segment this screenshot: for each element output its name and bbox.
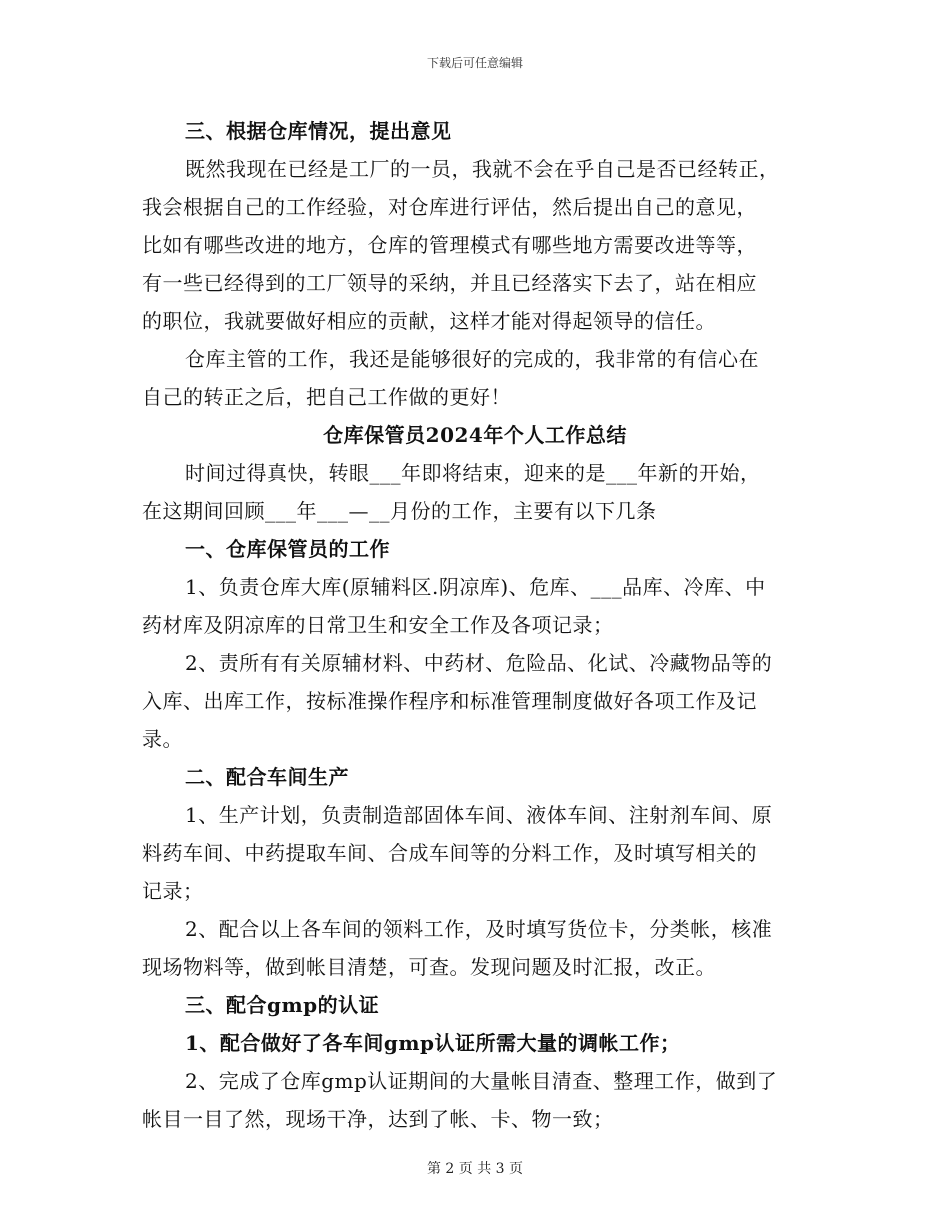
paragraph-line: 帐目一目了然，现场干净，达到了帐、卡、物一致； <box>142 1107 614 1131</box>
paragraph-line: 2、责所有有关原辅材料、中药材、危险品、化试、冷藏物品等的 <box>185 651 773 675</box>
paragraph-line: 在这期间回顾___年___—__月份的工作，主要有以下几条 <box>142 499 657 523</box>
paragraph-line: 比如有哪些改进的地方，仓库的管理模式有哪些地方需要改进等等， <box>142 233 757 257</box>
section-heading: 三、根据仓库情况，提出意见 <box>185 119 452 143</box>
section-heading: 二、配合车间生产 <box>185 765 349 789</box>
paragraph-line: 既然我现在已经是工厂的一员，我就不会在乎自己是否已经转正， <box>185 157 780 181</box>
paragraph-line: 的职位，我就要做好相应的贡献，这样才能对得起领导的信任。 <box>142 309 716 333</box>
paragraph-line: 入库、出库工作，按标准操作程序和标准管理制度做好各项工作及记 <box>142 689 757 713</box>
paragraph-line: 我会根据自己的工作经验，对仓库进行评估，然后提出自己的意见， <box>142 195 757 219</box>
paragraph-line: 现场物料等，做到帐目清楚，可查。发现问题及时汇报，改正。 <box>142 955 716 979</box>
paragraph-line: 记录； <box>142 879 204 903</box>
document-title: 仓库保管员2024年个人工作总结 <box>323 423 627 447</box>
page-header-note: 下载后可任意编辑 <box>426 56 523 70</box>
page-number: 第 2 页 共 3 页 <box>426 1161 524 1177</box>
paragraph-line: 1、负责仓库大库(原辅料区.阴凉库)、危库、___品库、冷库、中 <box>185 575 766 599</box>
paragraph-line: 时间过得真快，转眼___年即将结束，迎来的是___年新的开始， <box>185 461 761 485</box>
paragraph-line: 仓库主管的工作，我还是能够很好的完成的，我非常的有信心在 <box>185 347 759 371</box>
section-heading: 一、仓库保管员的工作 <box>185 537 390 561</box>
paragraph-line: 自己的转正之后，把自己工作做的更好！ <box>142 385 511 409</box>
document-body <box>142 112 808 1138</box>
section-heading: 1、配合做好了各车间gmp认证所需大量的调帐工作； <box>185 1031 681 1055</box>
paragraph-line: 2、完成了仓库gmp认证期间的大量帐目清查、整理工作，做到了 <box>185 1069 778 1093</box>
paragraph-line: 药材库及阴凉库的日常卫生和安全工作及各项记录； <box>142 613 614 637</box>
paragraph-line: 2、配合以上各车间的领料工作，及时填写货位卡，分类帐，核准 <box>185 917 773 941</box>
section-heading: 三、配合gmp的认证 <box>185 993 380 1017</box>
paragraph-line: 1、生产计划，负责制造部固体车间、液体车间、注射剂车间、原 <box>185 803 773 827</box>
paragraph-line: 录。 <box>142 727 183 751</box>
paragraph-line: 料药车间、中药提取车间、合成车间等的分料工作，及时填写相关的 <box>142 841 757 865</box>
paragraph-line: 有一些已经得到的工厂领导的采纳，并且已经落实下去了，站在相应 <box>142 271 757 295</box>
